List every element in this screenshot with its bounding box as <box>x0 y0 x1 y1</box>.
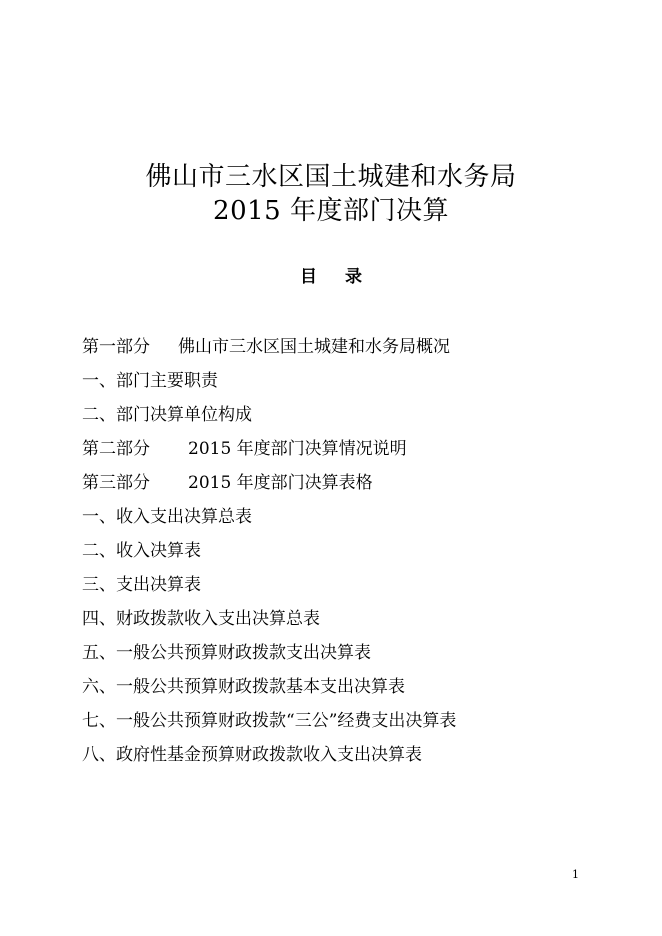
toc-item-general-budget-expense: 五、一般公共预算财政拨款支出决算表 <box>82 643 371 663</box>
toc-heading-char-1: 目 <box>300 267 317 287</box>
toc-item-income-table: 二、收入决算表 <box>82 541 201 561</box>
document-title <box>0 160 662 228</box>
toc-item-government-fund-budget: 八、政府性基金预算财政拨款收入支出决算表 <box>82 745 422 765</box>
toc-item-income-expense-summary: 一、收入支出决算总表 <box>82 507 252 527</box>
title-line-organization: 佛山市三水区国土城建和水务局 <box>145 162 517 192</box>
toc-item-three-public-expenses: 七、一般公共预算财政拨款“三公”经费支出决算表 <box>82 711 457 731</box>
toc-item-expense-table: 三、支出决算表 <box>82 575 201 595</box>
toc-part-2 <box>82 432 602 466</box>
toc-part-text: 2015 年度部门决算表格 <box>188 473 373 493</box>
toc-item-general-budget-basic-expense: 六、一般公共预算财政拨款基本支出决算表 <box>82 677 405 697</box>
toc-part-label: 第二部分 <box>82 439 150 459</box>
toc-part-text: 佛山市三水区国土城建和水务局概况 <box>178 337 450 357</box>
toc-part-1 <box>82 330 602 364</box>
toc-item-department-duties: 一、部门主要职责 <box>82 371 218 391</box>
page-number: 1 <box>572 868 579 881</box>
toc-part-3 <box>82 466 602 500</box>
toc-part-label: 第三部分 <box>82 473 150 493</box>
toc-part-label: 第一部分 <box>82 337 150 357</box>
toc-heading-char-2: 录 <box>345 267 362 287</box>
toc-heading <box>0 265 662 289</box>
title-line-report: 2015 年度部门决算 <box>213 196 449 226</box>
toc-part-text: 2015 年度部门决算情况说明 <box>188 439 407 459</box>
toc-item-unit-composition: 二、部门决算单位构成 <box>82 405 252 425</box>
toc-item-fiscal-allocation-summary: 四、财政拨款收入支出决算总表 <box>82 609 320 629</box>
table-of-contents <box>82 330 602 772</box>
